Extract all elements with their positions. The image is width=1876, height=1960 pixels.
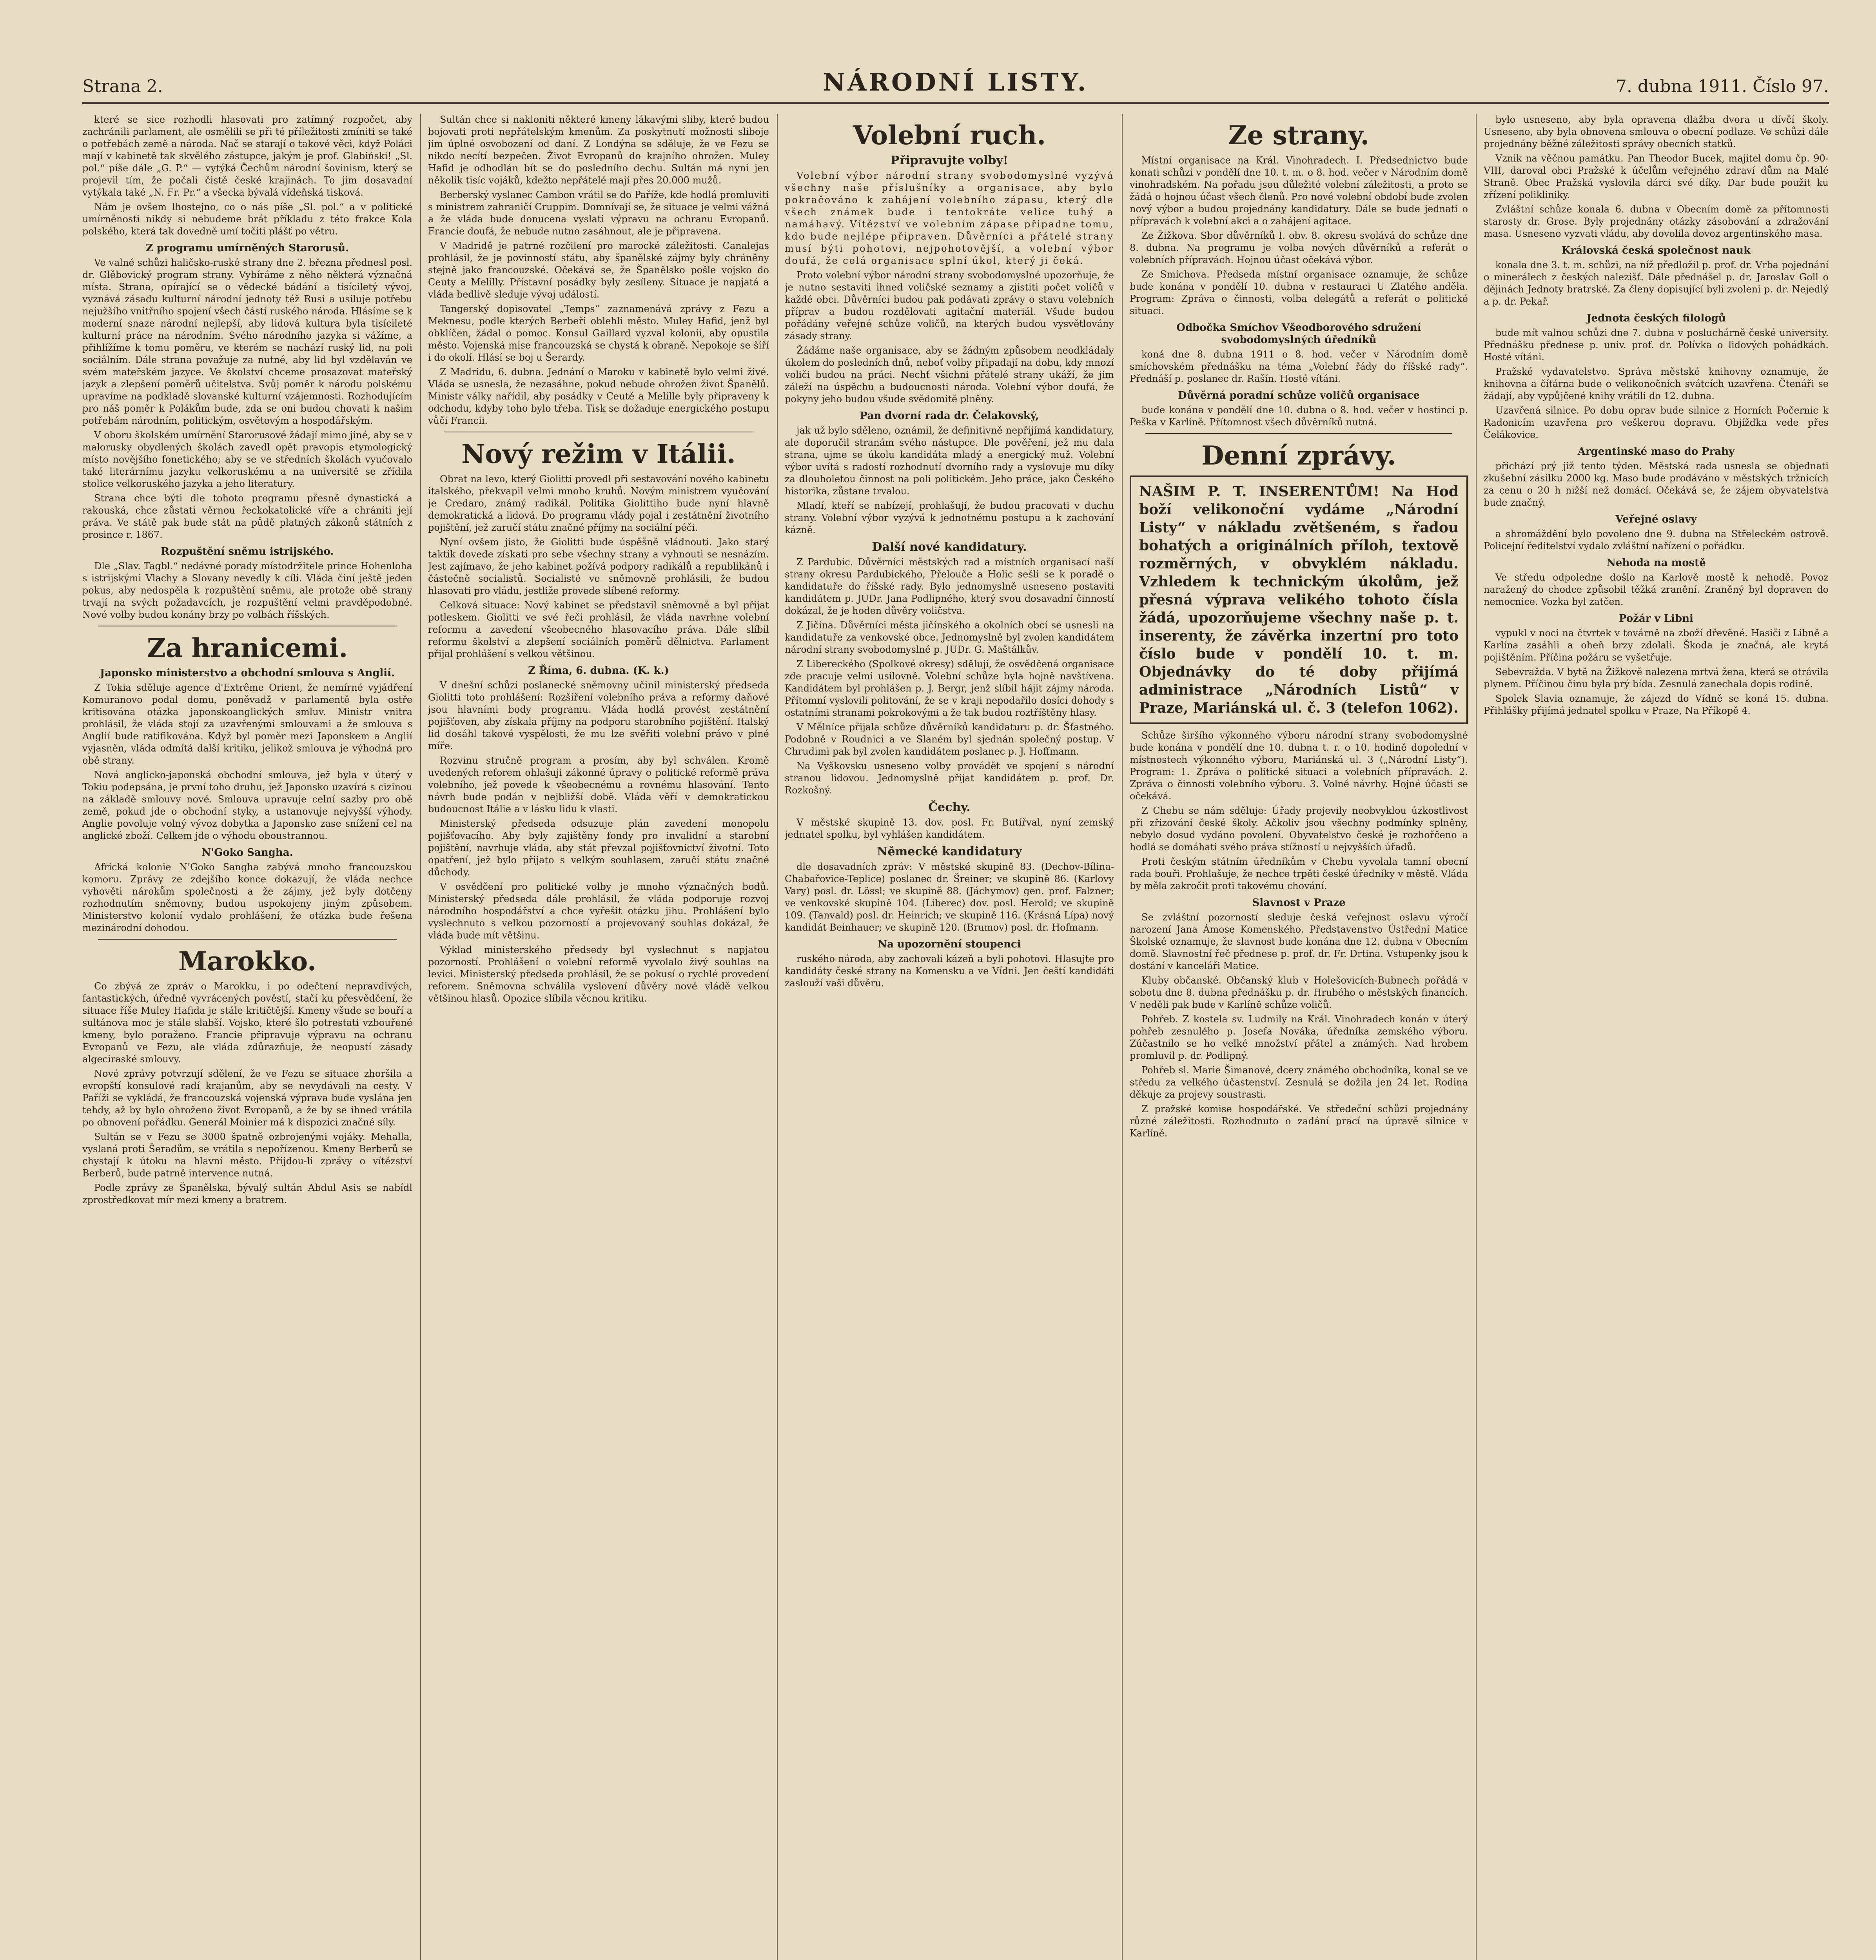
article-text: Ve středu odpoledne došlo na Karlově mostě k nehodě. Povoz naražený do chodce způsobil těžká zranění. Zraněný byl dopraven do nemocnice. Vozka byl zatčen. [1484,572,1829,607]
column-rule [777,114,778,1960]
column-rule [1122,114,1123,1960]
article-text: Uzavřená silnice. Po dobu oprav bude silnice z Horních Počernic k Radonicím uzavřena pro veškerou dopravu. Objížďka vede přes Čelákovice. [1484,405,1829,440]
article-text: Mladí, kteří se nabízejí, prohlašují, že budou pracovati v duchu strany. Volební výbor vyzývá k jednotnému postupu a k zachování kázně. [785,500,1114,535]
article-text: Vznik na věčnou památku. Pan Theodor Bucek, majitel domu čp. 90-VIII, daroval obci Pražské k účelům veřejného zdraví dům na Malé Straně. Obec Pražská vyslovila dárci své díky. Dar bude použit ku zřízení polikliniky. [1484,153,1829,200]
section-subtitle: Připravujte volby! [891,154,1008,167]
section-heading: Slavnost v Praze [1252,897,1346,909]
article-text: Berberský vyslanec Cambon vrátil se do Paříže, kde hodlá promluviti s ministrem zahraničí Cruppim. Domnívají se, že situace je velmi vážná a že vláda bude donucena vyslati výpravu na ochranu Evropanů. Francie doufá, že nebude nutno zasáhnout, ale je připravena. [428,189,769,237]
article-text: Nám je ovšem lhostejno, co o nás píše „Sl. pol.“ a v politické umírněnosti nikdy si nebudeme brát příkladu z této frakce Kola polského, která tak dovedně umí točiti plášť po větru. [82,201,412,237]
section-heading: Jednota českých filologů [1586,312,1726,324]
article-text: Ze Smíchova. Předseda místní organisace oznamuje, že schůze bude konána v pondělí 10. dubna v restauraci U Zlatého anděla. Program: Zpráva o činnosti, volba delegátů a referát o politické situaci. [1130,269,1468,316]
article-text: Ze Žižkova. Sbor důvěrníků I. obv. 8. okresu svolává do schůze dne 8. dubna. Na programu je volba nových důvěrníků a referát o volebních přípravách. Hojnou účast očekává výbor. [1130,230,1468,265]
article-text: Co zbývá ze zpráv o Marokku, i po odečtení nepravdivých, fantastických, úředně vyvrácených pověstí, stačí ku přesvědčení, že situace říše Muley Hafida je stále kritičtější. Kmeny všude se bouří a sultánova moc je stále slabší. Vojsko, které šlo potrestati vzbouřené kmeny, bylo poraženo. Francie připravuje výpravu na ochranu Evropanů ve Fezu, ale vláda zdůrazňuje, že neopustí zásady algeciraské smlouvy. [82,981,412,1065]
section-heading: Veřejné oslavy [1615,514,1697,525]
article-text: Na Vyškovsku usneseno volby provádět ve spojení s národní stranou lidovou. Jednomyslně přijat kandidátem p. prof. Dr. Rozkošný. [785,760,1114,796]
article-text: Ministerský předseda odsuzuje plán zavedení monopolu pojišťovacího. Aby byly zajištěny fondy pro invalidní a starobní pojištění, navrhuje vláda, aby stát převzal pojišťovnictví životní. Toto opatření, jež bylo přijato s velkým souhlasem, zaručí státu značné důchody. [428,818,769,878]
article-text: Z pražské komise hospodářské. Ve středeční schůzi projednány různé záležitosti. Rozhodnuto o zadání prací na úpravě silnice v Karlíně. [1130,1103,1468,1139]
article-text: Strana chce býti dle tohoto programu přesně dynastická a rakouská, chce zůstati věrnou řeckokatolické víře a chrániti její práva. Ve státě pak bude stát na půdě platných zákonů státních z prosince r. 1867. [82,493,412,540]
article-text: bude mít valnou schůzi dne 7. dubna v posluchárně české university. Přednášku přednese p. univ. prof. dr. Polívka o lidových pohádkách. Hosté vítáni. [1484,327,1829,363]
section-title: Volební ruch. [853,120,1046,151]
article-text: Z Tokia sděluje agence d'Extrême Orient, že nemírné vyjádření Komuranovo podal domu, poněvadž v parlamentě byla ostře kritisována otázka japonskoanglických smluv. Ministr vnitra prohlásil, že vláda stojí za uzavřenými smlouvami a že smlouva s Anglií bude ratifikována. Když byl poměr mezi Japonskem a Anglií vyjasněn, vláda odmítá další kritiku, jelikož smlouva je výhodná pro obě strany. [82,682,412,766]
section-heading: Odbočka Smíchov Všeodborového sdružení svobodomyslných úředníků [1176,322,1421,346]
column-1 [82,114,412,1960]
article-text: ruského národa, aby zachovali kázeň a byli pohotovi. Hlasujte pro kandidáty české strany na Komensku a ve Vídni. Jen čeští kandidáti zaslouží vaši důvěru. [785,953,1114,989]
article-text: Kluby občanské. Občanský klub v Holešovicích-Bubnech pořádá v sobotu dne 8. dubna přednášku p. dr. Hrubého o městských financích. V neděli pak bude v Karlíně schůze voličů. [1130,975,1468,1010]
section-heading: Pan dvorní rada dr. Čelakovský, [860,410,1039,422]
section-heading: Rozpuštění sněmu istrijského. [161,546,334,557]
page-number: Strana 2. [82,76,163,96]
article-text: a shromáždění bylo povoleno dne 9. dubna na Střeleckém ostrově. Policejní ředitelství vydalo zvláštní nařízení o pořádku. [1484,528,1829,552]
column-4 [1130,114,1468,1960]
article-text: vypukl v noci na čtvrtek v továrně na zboží dřevěné. Hasiči z Libně a Karlína zasáhli a oheň brzy zdolali. Škoda je značná, ale krytá pojištěním. Příčina požáru se vyšetřuje. [1484,628,1829,663]
article-text: bylo usneseno, aby byla opravena dlažba dvora u dívčí školy. Usneseno, aby byla obnovena smlouva o obecní podlaze. Ve schůzi dále projednány běžné záležitosti správy obecních statků. [1484,114,1829,149]
article-text: Nyní ovšem jisto, že Giolitti bude úspěšně vládnouti. Jako starý taktik dovede získati pro sebe všechny strany a vyhnouti se nesnázím. Jest zajímavo, že jeho kabinet požívá podpory radikálů a republikánů i částečně socialistů. Socialisté ve sněmovně prohlásili, že budou hlasovati pro vládu, jestliže provede slíbené reformy. [428,537,769,596]
section-heading: Argentinské maso do Prahy [1577,446,1735,457]
article-text: Nové zprávy potvrzují sdělení, že ve Fezu se situace zhoršila a evropští konsulové radí krajanům, aby se nevydávali na cesty. V Paříži se vykládá, že francouzská vojenská výprava bude vyslána jen tehdy, až by bylo ohroženo život Evropanů, a že by se ihned vrátila po obnovení pořádku. Generál Moinier má k dispozici značné síly. [82,1068,412,1128]
article-text: Místní organisace na Král. Vinohradech. I. Předsednictvo bude konati schůzi v pondělí dne 10. t. m. o 8. hod. večer v Národním domě vinohradském. Na pořadu jsou důležité volební záležitosti, a proto se žádá o hojnou účast všech členů. Pro nové volební období bude zvolen nový výbor a budou projednány kandidatury. Dále se bude jednati o přípravách k volební akci a o zahájení agitace. [1130,155,1468,227]
section-heading: Na upozornění stoupenci [878,938,1021,950]
column-2 [428,114,769,1960]
article-text: konala dne 3. t. m. schůzi, na níž předložil p. prof. dr. Vrba pojednání o minerálech z českých nalezišť. Dále přednášel p. dr. Jaroslav Goll o dějinách Jednoty bratrské. Za členy dopisující byli zvoleni p. dr. Nejedlý a p. dr. Pekař. [1484,260,1829,307]
article-text: Rozvinu stručně program a prosím, aby byl schválen. Kromě uvedených reforem ohlašuji zákonné úpravy o politické reformě práva volebního, jež povede k všeobecnému a rovnému hlasování. Tento návrh bude podán v nejbližší době. Vláda věří v demokratickou budoucnost Itálie a v lásku lidu k vlasti. [428,755,769,815]
article-text: Spolek Slavia oznamuje, že zájezd do Vídně se koná 15. dubna. Přihlášky přijímá jednatel spolku v Praze, Na Příkopě 4. [1484,693,1829,716]
article-text: Volební výbor národní strany svobodomyslné vyzývá všechny naše příslušníky a organisace, aby bylo pokračováno k zahájení volebního zápasu, který dle všech známek bude i tentokráte velice tuhý a namáhavý. Vítězství ve volebním zápase připadne tomu, kdo bude nejlépe připraven. Důvěrníci a přátelé strany musí býti pohotovi, nejpohotovější, a volební výbor doufá, že celá organisace splní úkol, který ji čeká. [785,170,1114,266]
section-title: Ze strany. [1228,120,1370,151]
article-text: Pražské vydavatelstvo. Správa městské knihovny oznamuje, že knihovna a čítárna bude o velikonočních svátcích uzavřena. Čtenáři se žádají, aby vypůjčené knihy vrátili do 12. dubna. [1484,366,1829,401]
column-rule [1476,114,1477,1960]
article-text: V Mělníce přijala schůze důvěrníků kandidaturu p. dr. Šťastného. Podobně v Roudnici a ve Slaném byl sjednán společný postup. V Chrudimi pak byl zvolen kandidátem poslanec p. J. Hoffmann. [785,722,1114,757]
section-title: Denní zprávy. [1201,440,1396,471]
article-text: Proto volební výbor národní strany svobodomyslné upozorňuje, že je nutno sestaviti ihned voličské seznamy a zjistiti počet voličů v každé obci. Důvěrníci budou pak podávati zprávy o stavu volebních příprav a budou rozdělovati agitační materiál. Všude budou pořádány veřejné schůze voličů, na kterých budou vysvětlovány zásady strany. [785,270,1114,341]
article-text: Pohřeb. Z kostela sv. Ludmily na Král. Vinohradech konán v úterý pohřeb zesnulého p. Josefa Nováka, úředníka zemského výboru. Zúčastnilo se ho velké množství přátel a známých. Nad hrobem promluvil p. dr. Podlipný. [1130,1014,1468,1061]
article-text: V osvědčení pro politické volby je mnoho význačných bodů. Ministerský předseda dále prohlásil, že vláda podporuje rozvoj národního hospodářství a chce vyřešit otázku jihu. Prohlášení bylo vyslechnuto s velkou pozorností a projevovaný souhlas dokázal, že vláda bude mít většinu. [428,881,769,941]
article-text: V městské skupině 13. dov. posl. Fr. Butířval, nyní zemský jednatel spolku, byl vyhlášen kandidátem. [785,817,1114,840]
article-text: Sultán chce si nakloniti některé kmeny lákavými sliby, které budou bojovati proti nepřátelským kmenům. Za poskytnutí možnosti sliboje jim úplné osvobození od daní. Z Londýna se sděluje, že ve Fezu se nikdo necítí bezpečen. Život Evropanů do krajního ohrožen. Muley Hafid je odhodlán bít se do posledního dechu. Sultán má nyní jen několik tisíc vojáků, kdežto nepřátelé mají přes 20.000 mužů. [428,114,769,186]
article-text: Proti českým státním úředníkům v Chebu vyvolala tamní obecní rada bouři. Prohlašuje, že nechce trpěti české úředníky v městě. Vláda by měla zakročit proti takovému chování. [1130,856,1468,891]
dateline: Z Říma, 6. dubna. (K. k.) [528,665,669,677]
section-subtitle: Německé kandidatury [877,845,1022,858]
article-text: Zvláštní schůze konala 6. dubna v Obecním domě za přítomnosti starosty dr. Grose. Byly projednány otázky zásobování a zdražování masa. Usneseno vyzvati vládu, aby dovolila dovoz argentinského masa. [1484,204,1829,239]
article-text: Pohřeb sl. Marie Šimanové, dcery známého obchodníka, konal se ve středu za velkého účastenství. Zesnulá se dožila jen 24 let. Rodina děkuje za projevy soustrasti. [1130,1065,1468,1100]
section-heading: Královská česká společnost nauk [1562,245,1751,256]
article-text: V dnešní schůzi poslanecké sněmovny učinil ministerský předseda Giolitti toto prohlášení: Rozšíření volebního práva a reformy daňové jsou hlavními body programu. Vláda hodlá provést zestátnění pojišťoven, aby získala příjmy na podporu starobního pojištění. Italský lid dosáhl takové vyspělosti, že mu lze svěřiti volební právo v plné míře. [428,680,769,751]
article-text: V Madridě je patrné rozčilení pro marocké záležitosti. Canalejas prohlásil, že je povinností státu, aby španělské zájmy byly chráněny stejně jako francouzské. Očekává se, že Španělsko pošle vojsko do Ceuty a Melilly. Přístavní posádky byly zesíleny. Situace je napjatá a vláda bedlivě sleduje vývoj událostí. [428,240,769,300]
section-subtitle: Čechy. [928,800,971,814]
article-text: Obrat na levo, který Giolitti provedl při sestavování nového kabinetu italského, překvapil velmi mnoho kruhů. Novým ministrem vyučování je Credaro, známý radikál. Politika Giolittiho bude nyní hlavně demokratická a lidová. Do programu vlády pojal i zestátnění životního pojištění, jež zaručí státu značné příjmy na sociální péči. [428,474,769,533]
article-text: Výklad ministerského předsedy byl vyslechnut s napjatou pozorností. Prohlášení o volební reformě vyvolalo živý souhlas na levici. Ministerský předseda prohlásil, že se pokusí o rychlé provedení reforem. Sněmovna schválila vyslovení důvěry nové vládě velkou většinou hlasů. Opozice slíbila věcnou kritiku. [428,944,769,1004]
article-text: Z Jičína. Důvěrníci města jičínského a okolních obcí se usnesli na kandidatuře za venkovské obce. Jednomyslně byl zvolen kandidátem národní strany svobodomyslné p. JUDr. G. Maštálkův. [785,620,1114,655]
article-text: Tangerský dopisovatel „Temps“ zaznamenává zprávy z Fezu a Meknesu, podle kterých Berbeři oblehli město. Muley Hafid, jenž byl obklíčen, žádal o pomoc. Konsul Gaillard vyzval kolonii, aby opustila město. Vojenská mise francouzská se chystá k obraně. Nepokoje se šíří i do okolí. Hlásí se boj u Šerardy. [428,303,769,363]
article-text: Podle zprávy ze Španělska, bývalý sultán Abdul Asis se nabídl zprostředkovat mír mezi kmeny a bratrem. [82,1182,412,1205]
article-text: Žádáme naše organisace, aby se žádným způsobem neodkládaly úkolem do posledních dnů, neboť volby připadají na dobu, kdy mnozí voliči budou na práci. Nechť všichni přátelé strany ukáží, že jim záleží na úspěchu a budoucnosti národa. Volební výbor doufá, že pokyny jeho budou všude svědomitě plněny. [785,345,1114,405]
article-text: Z Chebu se nám sděluje: Úřady projevily neobvyklou úzkostlivost při zřizování české školy. Ačkoliv jsou všechny podmínky splněny, nebylo dosud vydáno povolení. Obyvatelstvo české je rozhořčeno a hodlá se domáhati svého práva stížností u nejvyšších úřadů. [1130,805,1468,853]
article-text: dle dosavadních zpráv: V městské skupině 83. (Dechov-Bílina-Chabařovice-Teplice) poslanec dr. Šreiner; ve skupině 86. (Karlovy Vary) posl. dr. Lössl; ve skupině 88. (Jáchymov) gen. prof. Falzner; ve venkovské skupině 104. (Liberec) dov. posl. Herold; ve skupině 109. (Tanvald) posl. dr. Heinrich; ve skupině 116. (Krásná Lípa) nový kandidát Beinhauer; ve skupině 120. (Brumov) posl. dr. Hofmann. [785,861,1114,933]
article-text: Celková situace: Nový kabinet se představil sněmovně a byl přijat potleskem. Giolitti ve své řeči prohlásil, že vláda navrhne volební reformu a zavedení všeobecného hlasovacího práva. Dále slíbil reformu školství a zlepšení sociálních poměrů dělnictva. Parlament přijal prohlášení s velkou většinou. [428,600,769,659]
article-text: přichází prý již tento týden. Městská rada usnesla se objednati zkušební zásilku 2000 kg. Maso bude prodáváno v městských tržnicích za cenu o 20 h nižší než domácí. Očekává se, že zájem obyvatelstva bude značný. [1484,461,1829,508]
page-header [82,59,1829,104]
divider [98,939,397,940]
notice-box: NAŠIM P. T. INSERENTŮM! Na Hod boží velikonoční vydáme „Národní Listy“ v nákladu zvětšeném, s řadou bohatých a originálních příloh, textově rozměrných, v obvyklém nákladu. Vzhledem k technickým úkolům, jež přesná výprava velikého tohoto čísla žádá, upozorňujeme všechny naše p. t. inserenty, že závěrka inzertní pro toto číslo bude v pondělí 10. t. m. Objednávky do té doby přijímá administrace „Národních Listů“ v Praze, Mariánská ul. č. 3 (telefon 1062). [1130,475,1468,724]
article-text: Nová anglicko-japonská obchodní smlouva, jež byla v úterý v Tokiu podepsána, je první toho druhu, jež Japonsko uzavírá s cizinou na základě smlouvy nové. Smlouva upravuje celní sazby pro obě země, pokud jde o obchodní styky, a ustanovuje nejvyšší výhody. Anglie povoluje volný vývoz dobytka a Japonsko zase snížení cel na anglické zboží. Celkem jde o výhodu oboustrannou. [82,769,412,841]
section-heading: Z programu umírněných Starorusů. [145,242,349,254]
article-text: Se zvláštní pozorností sleduje česká veřejnost oslavu výročí narození Jana Ámose Komenského. Představenstvo Ústřední Matice Školské oznamuje, že slavnost bude konána dne 12. dubna v Obecním domě. Slavnostní řeč přednese p. prof. dr. Fr. Drtina. Vstupenky jsou k dostání v kanceláři Matice. [1130,912,1468,971]
column-3 [785,114,1114,1960]
article-text: Sebevražda. V bytě na Žižkově nalezena mrtvá žena, která se otrávila plynem. Příčinou činu byla prý bída. Zesnulá zanechala dopis rodině. [1484,666,1829,690]
divider [1145,433,1452,434]
section-title: Marokko. [178,946,316,976]
article-text: Ve valné schůzi haličsko-ruské strany dne 2. března přednesl posl. dr. Glěbovický program strany. Vybíráme z něho některá význačná místa. Strana, opírající se o vědecké bádání a tisíciletý vývoj, vyznává zásadu kulturní národní jednoty též Rusi a usiluje potřebu nejužšího vnitřního spojení všech částí ruského národa. Hlásíme se k moderní snaze národní nejlepší, aby lidová kultura byla tisícileté kulturní práce na národním. Svého národního jazyka si vážíme, a přihlížíme k tomu poměru, ve kterém se nachází ruský lid, na poli sociálním. Dále strana považuje za nutné, aby lid byl vzdělaván ve svém mateřském jazyce. Ve školství chceme prosazovat mateřský jazyk a zlepšení poměrů učitelstva. Svůj poměr k národu polskému upravíme na podkladě slovanské kulturní vzájemnosti. Rozhodujícím pro náš poměr k Polákům bude, zda se oni budou chovati k našim potřebám národním, politickým, osvětovým a hospodářským. [82,257,412,426]
article-text: Africká kolonie N'Goko Sangha zabývá mnoho francouzskou komoru. Zprávy ze zdejšího konce dokazují, že vláda nechce vyhověti nárokům společnosti a že zájmy, jež byly dotčeny rozhodnutím sněmovny, budou uspokojeny jiným způsobem. Ministerstvo kolonií vydalo prohlášení, že otázka bude řešena mezinárodní dohodou. [82,862,412,933]
section-heading: Japonsko ministerstvo a obchodní smlouva s Anglií. [100,667,395,679]
article-text: koná dne 8. dubna 1911 o 8. hod. večer v Národním domě smíchovském přednášku na téma „Volební řády do říšské rady“. Přednáší p. poslanec dr. Rašín. Hosté vítáni. [1130,349,1468,384]
section-title: Nový režim v Itálii. [461,439,736,469]
issue-date: 7. dubna 1911. Číslo 97. [1616,76,1829,96]
section-heading: Nehoda na mostě [1606,557,1706,569]
article-text: které se sice rozhodli hlasovati pro zatímný rozpočet, aby zachránili parlament, ale osmělili se při té příležitosti zmíniti se také o potřebách země a národa. Nač se starají o takové věci, když Poláci mají v kabinetě tak skvělého zástupce, jakým je prof. Glabiński! „Sl. pol.“ píše dále „G. P.“ — vytýká Čechům národní šovinism, který se projevil tím, že počali čistě české krajinách. To jim dosavadní vytýkala také „N. Fr. Pr.“ a všecka bývalá vídeňská tisková. [82,114,412,198]
section-heading: Důvěrná poradní schůze voličů organisace [1177,390,1420,401]
article-text: V oboru školském umírnění Starorusové žádají mimo jiné, aby se v malorusky obydlených školách zavedl opět pravopis etymologický místo novějšího fonetického; aby se ve středních školách vyučovalo také literárnímu jazyku velkoruskému a na universitě se zřídila stolice velkoruského jazyka a jeho literatury. [82,430,412,489]
section-subtitle: Další nové kandidatury. [872,540,1027,554]
article-text: Schůze širšího výkonného výboru národní strany svobodomyslné bude konána v pondělí dne 10. dubna t. r. o 10. hodině dopolední v místnostech výkonného výboru, Mariánská ul. 3 („Národní Listy“). Program: 1. Zpráva o politické situaci a volebních přípravách. 2. Zpráva o činnosti volebního výboru. 3. Volné návrhy. Hojné účasti se očekává. [1130,730,1468,802]
section-title: Za hranicemi. [147,633,348,663]
article-text: Dle „Slav. Tagbl.“ nedávné porady místodržitele prince Hohenloha s istrijskými Vlachy a Slovany nevedly k cíli. Vláda činí ještě jeden pokus, aby nedospěla k rozpuštění sněmu, ale protože obě strany trvají na svých požadavcích, je rozpuštění velmi pravděpodobné. Nové volby budou konány brzy po volbách říšských. [82,561,412,620]
article-text: Z Libereckého (Spolkové okresy) sdělují, že osvědčená organisace zde pracuje velmi usilovně. Volební schůze byla hojně navštívena. Kandidátem byl prohlášen p. J. Bergr, jenž slíbil hájit zájmy národa. Přítomní vyslovili politování, že se v kraji nepodařilo dosíci dohody s ostatními stranami pokrokovými a že tak budou roztříštěny hlasy. [785,659,1114,718]
article-text: jak už bylo sděleno, oznámil, že definitivně nepřijímá kandidatury, ale doporučil stranám svého nástupce. Dle pověření, jež mu dala strana, ujme se úkolu kandidáta mladý a energický muž. Volební výbor uvítá s radostí rozhodnutí dvorního rady a vyslovuje mu díky za dlouholetou činnost na poli politickém. Jeho práce, jako Českého historika, zůstane trvalou. [785,425,1114,497]
masthead: NÁRODNÍ LISTY. [823,68,1089,96]
section-heading: N'Goko Sangha. [201,847,293,858]
article-text: bude konána v pondělí dne 10. dubna o 8. hod. večer v hostinci p. Peška v Karlíně. Přítomnost všech důvěrníků nutná. [1130,405,1468,428]
article-text: Z Madridu, 6. dubna. Jednání o Maroku v kabinetě bylo velmi živé. Vláda se usnesla, že nezasáhne, pokud nebude ohrožen život Španělů. Ministr války nařídil, aby posádky v Ceutě a Melille byly připraveny k odchodu, kdyby toho bylo třeba. Tisk se dožaduje energického postupu vůči Francii. [428,367,769,426]
article-text: Sultán se v Fezu se 3000 špatně ozbrojenými vojáky. Mehalla, vyslaná proti Šeradům, se vrátila s nepořízenou. Kmeny Berberů se chystají k útoku na hlavní město. Přijdou-li zprávy o vítězství Berberů, bude patrně intervence nutná. [82,1131,412,1179]
article-text: Z Pardubic. Důvěrníci městských rad a místních organisací naší strany okresu Pardubického, Přelouče a Holic sešli se k poradě o kandidatuře do říšské rady. Bylo jednomyslně usneseno postaviti kandidátem p. JUDr. Jana Podlipného, který svou dosavadní činností dokázal, že je hoden důvěry voličstva. [785,557,1114,616]
column-rule [420,114,421,1960]
column-5 [1484,114,1829,1960]
section-heading: Požár v Libni [1619,613,1693,624]
